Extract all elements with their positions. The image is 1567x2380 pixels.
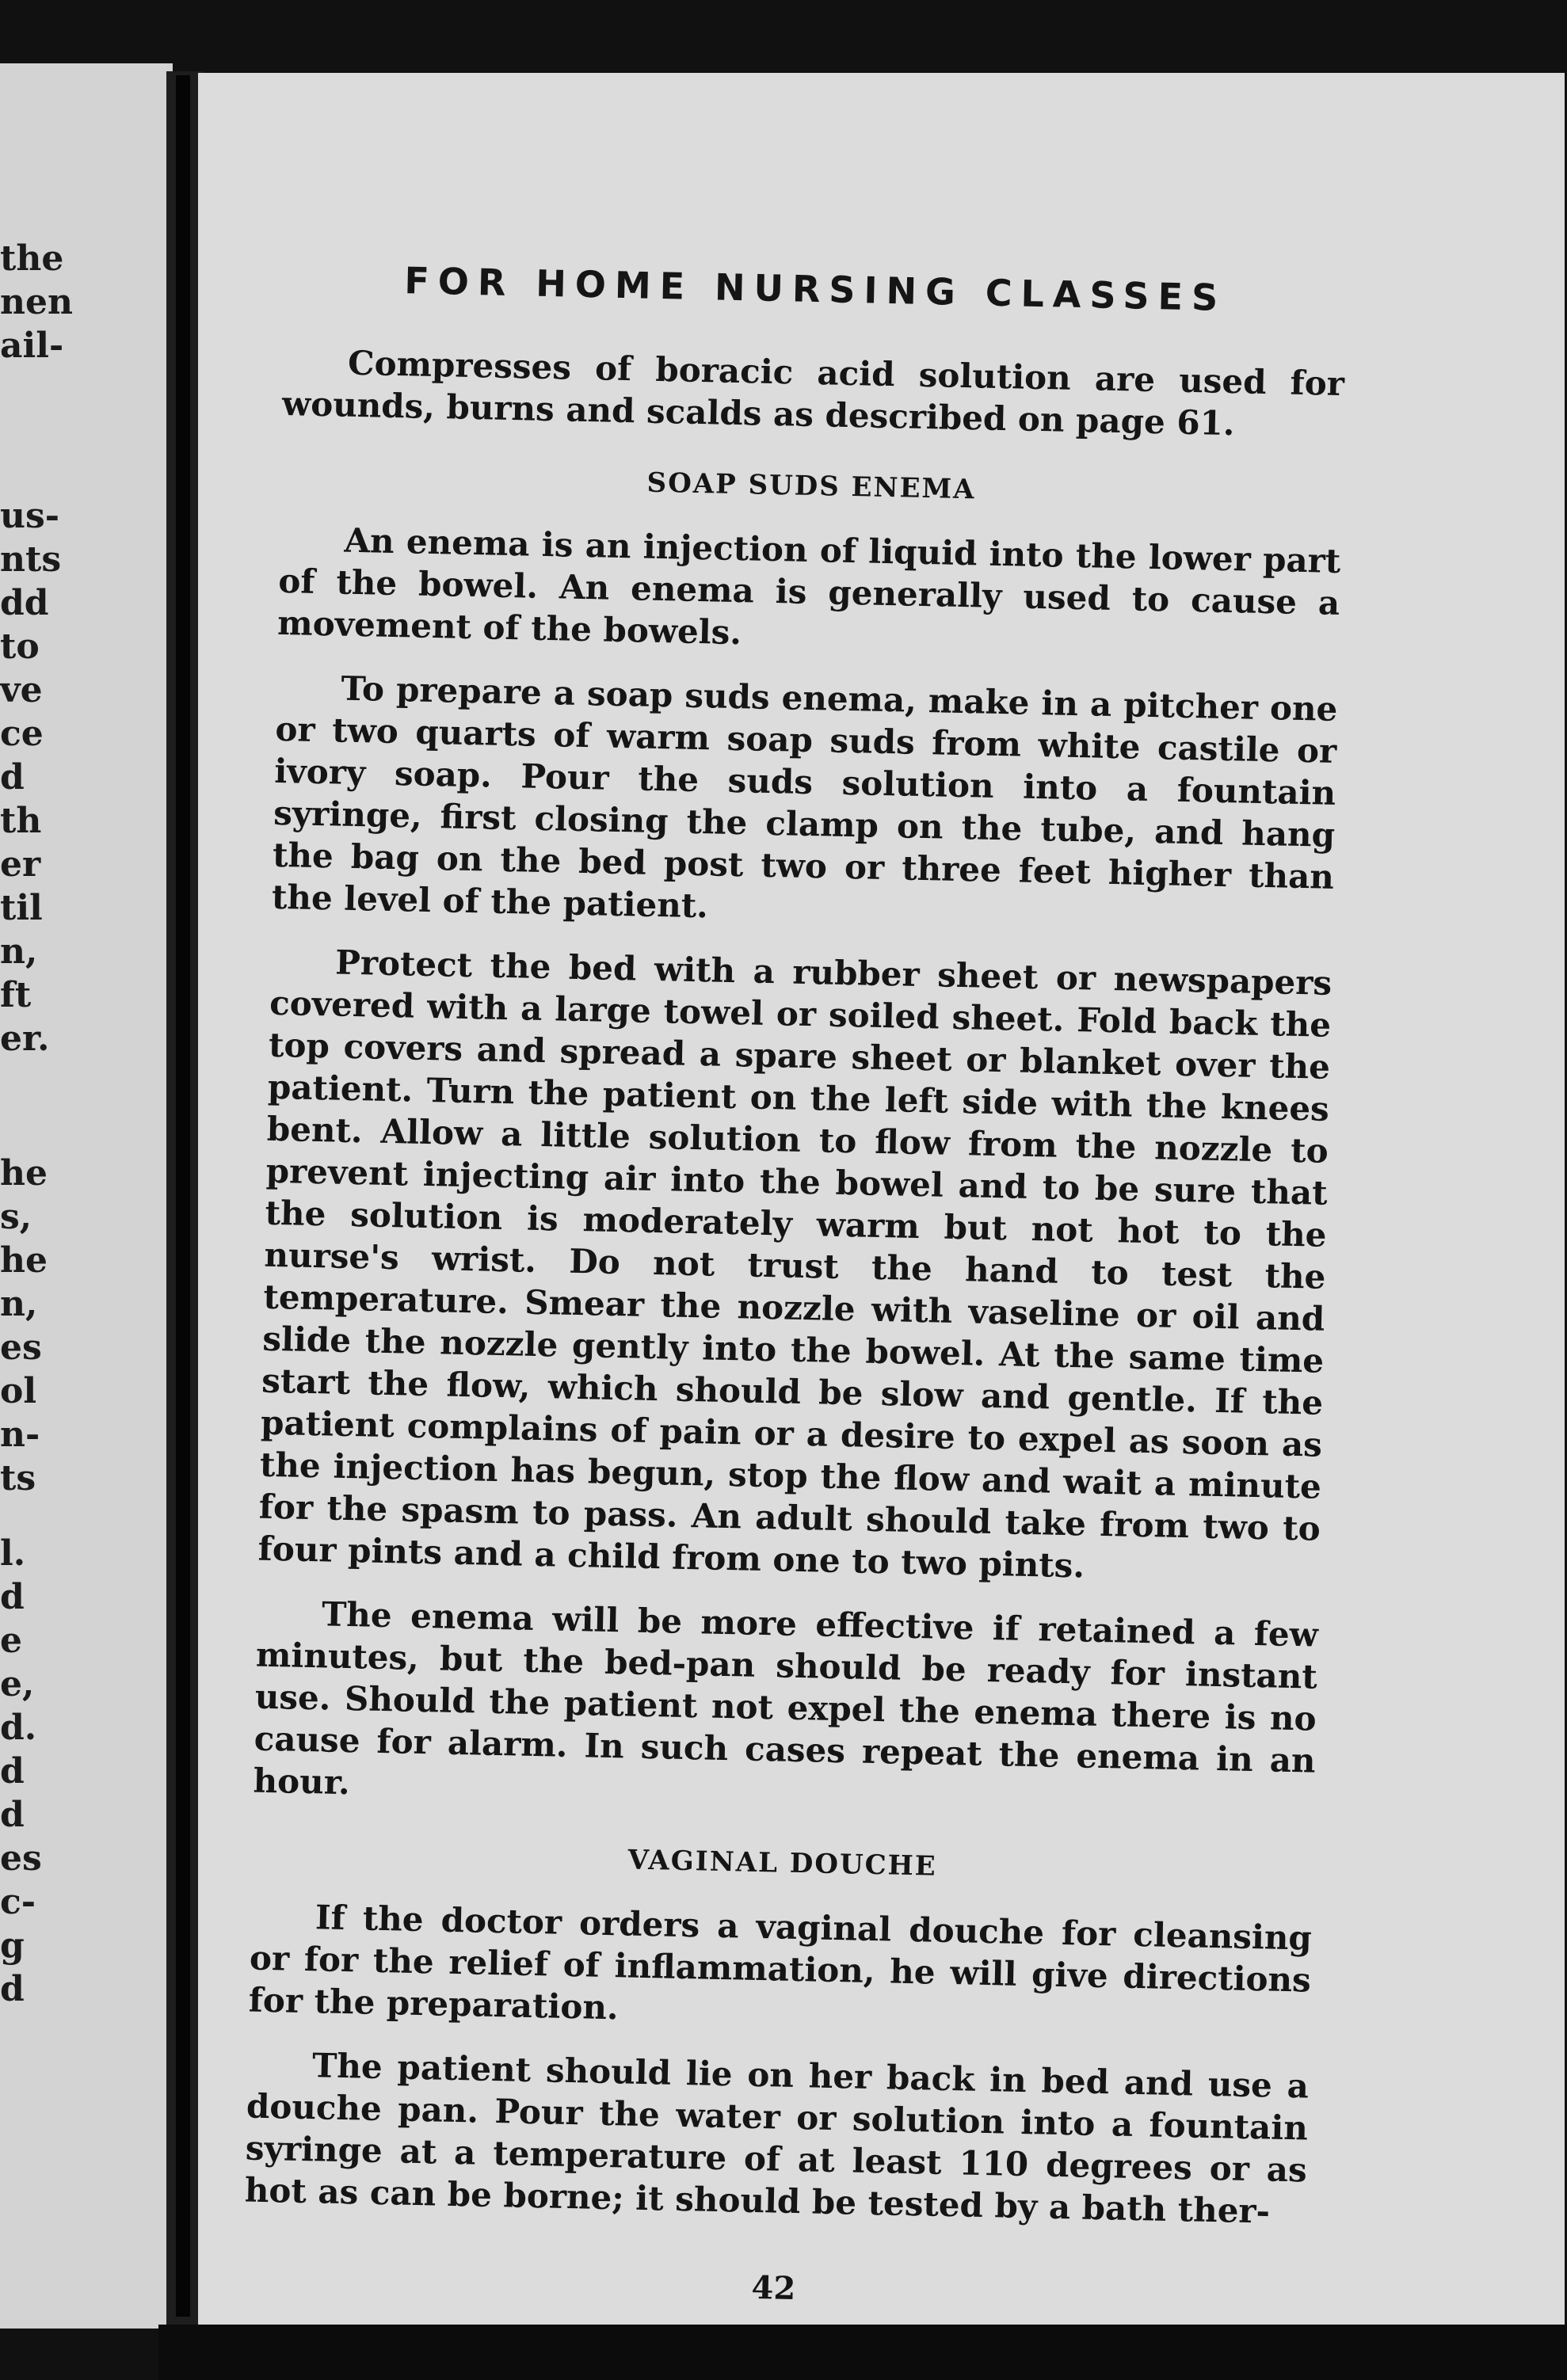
douche-paragraph-1: If the doctor orders a vaginal douche for cleansing or for the relief of inflammation, he will give directions for the preparation. [248,1898,1313,2028]
running-head: FOR HOME NURSING CLASSES [403,259,1227,319]
left-page-fragment: e [0,1620,22,1661]
left-page-fragment: ve [0,670,43,710]
left-page-fragment: til [0,888,43,928]
section-heading-soap-suds-enema: SOAP SUDS ENEMA [646,466,976,506]
left-page-fragment: the [0,238,64,279]
left-page-fragment: e, [0,1664,35,1704]
left-page-fragment: n, [0,931,38,972]
left-page-fragment: er. [0,1019,50,1059]
left-page-fragment: th [0,801,42,841]
left-page-fragment: he [0,1240,48,1281]
right-page [198,73,1565,2326]
page-number: 42 [751,2268,796,2308]
left-page-fragment: d [0,1577,25,1617]
enema-paragraph-2: To prepare a soap suds enema, make in a pitcher one or two quarts of warm soap suds from white castile or ivory soap. Pour the suds solution into a fountain syringe, first closing the clamp on the tube, and hang the bag on the bed post two or three feet higher than the level of the patient. [271,668,1338,926]
intro-paragraph: Compresses of boracic acid solution are used for wounds, burns and scalds as described on page 61. [281,343,1345,444]
left-page-fragment: d [0,757,25,798]
enema-paragraph-4: The enema will be more effective if retained a few minutes, but the bed-pan should be ready for instant use. Should the patient not expel the enema there is no cause for alarm. In such cases repeat the enema in an hour. [253,1594,1319,1803]
scan-bottom-edge [158,2325,1567,2380]
gutter-shadow [176,75,190,2317]
left-page-text-fragments [0,63,173,2329]
left-page-fragment: n, [0,1284,38,1324]
left-page-fragment: l. [0,1533,26,1574]
left-page-fragment: d. [0,1708,37,1748]
left-page-fragment: he [0,1153,48,1194]
enema-paragraph-1: An enema is an injection of liquid into the lower part of the bowel. An enema is generally used to cause a movement of the bowels. [276,520,1341,653]
left-page-fragment: ail- [0,326,64,366]
left-page-fragment: dd [0,583,49,623]
left-page-fragment: nen [0,282,73,322]
left-page-fragment: us- [0,496,60,536]
enema-paragraph-3: Protect the bed with a rubber sheet or newspapers covered with a large towel or soiled sheet. Fold back the top covers and spread a spare sheet or blanket over the patient. Turn the patient on the left side with the knees bent. Allow a little solution to flow from the nozzle to prevent injecting air into the bowel and to be sure that the solution is moderately warm but not hot to the nurse's wrist. Do not trust the hand to test the temperature. Smear the nozzle with vaseline or oil and slide the nozzle gently into the bowel. At the same time start the flow, which should be slow and gentle. If the patient complains of pain or a desire to expel as soon as the injection has begun, stop the flow and wait a minute for the spasm to pass. An adult should take from two to four pints and a child from one to two pints. [257,942,1333,1586]
left-facing-page [0,63,173,2329]
left-page-fragment: c- [0,1882,36,1922]
left-page-fragment: g [0,1925,25,1966]
left-page-fragment: ft [0,975,32,1015]
douche-paragraph-2: The patient should lie on her back in bed and use a douche pan. Pour the water or solution into a fountain syringe at a temperature of at least 110 degrees or as hot as can be borne; it should be tested by a bath ther- [244,2046,1310,2231]
left-page-fragment: s, [0,1197,32,1237]
section-heading-vaginal-douche: VAGINAL DOUCHE [627,1844,938,1883]
left-page-fragment: er [0,844,41,885]
left-page-fragment: d [0,1795,25,1835]
left-page-fragment: d [0,1969,25,2009]
left-page-fragment: ce [0,714,44,754]
left-page-fragment: d [0,1751,25,1792]
left-page-fragment: ts [0,1458,36,1498]
left-page-fragment: ol [0,1371,37,1411]
left-page-fragment: es [0,1327,42,1368]
left-page-fragment: nts [0,539,62,580]
left-page-fragment: to [0,626,40,667]
page-content [242,257,1347,2317]
left-page-fragment: n- [0,1415,40,1455]
left-page-fragment: es [0,1838,42,1879]
